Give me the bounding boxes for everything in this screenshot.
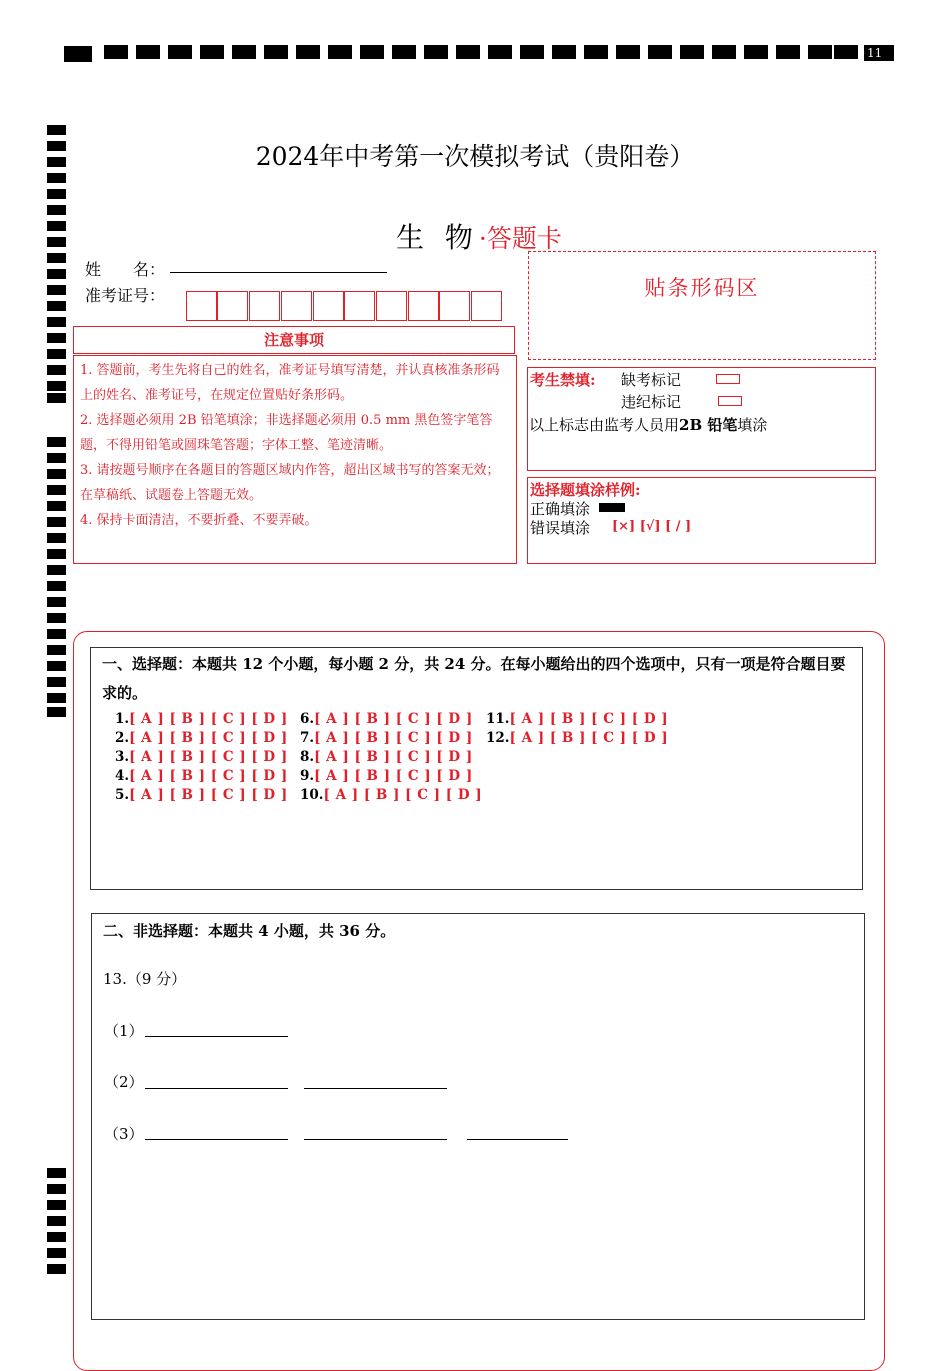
timing-mark <box>47 1200 66 1210</box>
timing-mark <box>47 645 66 655</box>
question-options[interactable]: [ A ] [ B ] [ C ] [ D ] <box>314 711 473 727</box>
question-row[interactable] <box>300 730 473 746</box>
notice-header <box>73 326 515 354</box>
timing-mark <box>488 45 512 59</box>
timing-mark <box>64 46 92 62</box>
id-digit-box[interactable] <box>344 291 375 321</box>
timing-mark <box>200 45 224 59</box>
timing-mark <box>47 1232 66 1242</box>
timing-mark <box>47 269 66 279</box>
timing-mark <box>47 565 66 575</box>
id-digit-box[interactable] <box>313 291 344 321</box>
timing-mark <box>47 1168 66 1178</box>
notice-item: 1. 答题前，考生先将自己的姓名，准考证号填写清楚，并认真核准条形码上的姓名、准考证号，在规定位置贴好条形码。 <box>80 363 500 403</box>
timing-mark <box>47 393 66 403</box>
answer-line[interactable] <box>145 1088 288 1089</box>
question-number: 1. <box>115 711 130 727</box>
timing-mark <box>47 533 66 543</box>
timing-mark <box>47 501 66 511</box>
id-digit-box[interactable] <box>249 291 280 321</box>
question-options[interactable]: [ A ] [ B ] [ C ] [ D ] <box>129 711 288 727</box>
timing-mark <box>47 629 66 639</box>
answer-line[interactable] <box>145 1036 288 1037</box>
timing-mark <box>47 301 66 311</box>
forbidden-label: 考生禁填: <box>530 371 596 389</box>
timing-mark <box>47 1264 66 1274</box>
question-options[interactable]: [ A ] [ B ] [ C ] [ D ] <box>129 749 288 765</box>
question-options[interactable]: [ A ] [ B ] [ C ] [ D ] <box>509 730 669 746</box>
page-number: 11 <box>864 45 894 61</box>
subquestion-2-label: （2） <box>104 1073 144 1091</box>
absent-label: 缺考标记 <box>621 371 682 389</box>
timing-mark <box>520 45 544 59</box>
question-number: 9. <box>300 768 315 784</box>
timing-mark <box>47 677 66 687</box>
forbidden-note-prefix: 以上标志由监考人员用 <box>529 416 680 434</box>
timing-mark <box>47 205 66 215</box>
timing-mark <box>47 317 66 327</box>
id-digit-box[interactable] <box>439 291 470 321</box>
timing-mark <box>47 221 66 231</box>
timing-mark <box>744 45 768 59</box>
answer-line[interactable] <box>304 1088 447 1089</box>
violation-mark-box[interactable] <box>718 396 742 406</box>
question-row[interactable] <box>115 787 288 803</box>
question-number: 3. <box>115 749 130 765</box>
timing-mark <box>47 365 66 375</box>
subquestion-3-label: （3） <box>104 1125 144 1143</box>
question-number: 7. <box>300 730 315 746</box>
timing-mark <box>834 45 858 59</box>
timing-mark <box>47 707 66 717</box>
timing-mark <box>328 45 352 59</box>
timing-mark <box>47 1216 66 1226</box>
question-number: 12. <box>486 730 510 746</box>
timing-mark <box>456 45 480 59</box>
notice-item: 4. 保持卡面清洁，不要折叠、不要弄破。 <box>80 513 318 528</box>
timing-mark <box>47 517 66 527</box>
timing-mark <box>47 613 66 623</box>
timing-mark <box>47 661 66 671</box>
barcode-area <box>528 251 876 360</box>
timing-mark <box>104 45 128 59</box>
notice-item: 3. 请按题号顺序在各题目的答题区域内作答，超出区域书写的答案无效；在草稿纸、试题卷上答题无效。 <box>80 463 500 503</box>
section1-title: 一、选择题：本题共 12 个小题，每小题 2 分，共 24 分。在每小题给出的四个选项中，只有一项是符合题目要求的。 <box>102 655 846 702</box>
question-options[interactable]: [ A ] [ B ] [ C ] [ D ] <box>129 768 288 784</box>
id-digit-box[interactable] <box>376 291 407 321</box>
absent-mark-box[interactable] <box>716 374 740 384</box>
subject-title <box>396 216 562 256</box>
question-options[interactable]: [ A ] [ B ] [ C ] [ D ] <box>314 730 473 746</box>
timing-mark <box>47 693 66 703</box>
question-options[interactable]: [ A ] [ B ] [ C ] [ D ] <box>509 711 669 727</box>
question-options[interactable]: [ A ] [ B ] [ C ] [ D ] <box>323 787 483 803</box>
timing-mark <box>616 45 640 59</box>
exam-title: 2024年中考第一次模拟考试（贵阳卷） <box>255 142 695 171</box>
id-digit-box[interactable] <box>217 291 248 321</box>
timing-mark <box>47 1248 66 1258</box>
question-row[interactable] <box>300 711 473 727</box>
timing-mark <box>47 469 66 479</box>
name-label: 姓 名： <box>85 260 166 279</box>
question-number: 11. <box>486 711 510 727</box>
answer-line[interactable] <box>304 1139 447 1140</box>
timing-mark <box>47 349 66 359</box>
timing-mark <box>648 45 672 59</box>
question-options[interactable]: [ A ] [ B ] [ C ] [ D ] <box>129 730 288 746</box>
timing-mark <box>47 253 66 263</box>
question-row[interactable] <box>115 711 288 727</box>
forbidden-note-suffix: 填涂 <box>737 416 768 434</box>
question-number: 8. <box>300 749 315 765</box>
wrong-fill-label: 错误填涂 <box>530 519 591 537</box>
timing-mark <box>47 189 66 199</box>
answer-line[interactable] <box>467 1139 568 1140</box>
timing-mark <box>264 45 288 59</box>
timing-mark <box>47 485 66 495</box>
section2-box <box>91 913 865 1320</box>
section2-title: 二、非选择题：本题共 4 小题，共 36 分。 <box>103 922 396 940</box>
subject-name: 生 物 <box>396 221 479 254</box>
subquestion-1-label: （1） <box>104 1022 144 1040</box>
question-number: 2. <box>115 730 130 746</box>
timing-mark <box>680 45 704 59</box>
sample-label: 选择题填涂样例: <box>530 481 641 499</box>
timing-mark <box>584 45 608 59</box>
id-digit-box[interactable] <box>186 291 217 321</box>
correct-fill-label: 正确填涂 <box>530 500 591 518</box>
timing-mark <box>47 597 66 607</box>
question-row[interactable] <box>300 787 482 803</box>
name-field[interactable] <box>170 272 387 273</box>
timing-mark <box>296 45 320 59</box>
question-number: 4. <box>115 768 130 784</box>
question-number: 10. <box>300 787 324 803</box>
timing-mark <box>47 437 66 447</box>
question-row[interactable] <box>486 711 668 727</box>
timing-mark <box>392 45 416 59</box>
timing-mark <box>168 45 192 59</box>
id-digit-box[interactable] <box>408 291 439 321</box>
timing-mark <box>47 381 66 391</box>
timing-mark <box>47 453 66 463</box>
notice-title: 注意事项 <box>263 331 324 349</box>
violation-label: 违纪标记 <box>621 393 682 411</box>
question-options[interactable]: [ A ] [ B ] [ C ] [ D ] <box>314 749 473 765</box>
forbidden-note-bold: 2B 铅笔 <box>679 416 738 434</box>
timing-mark <box>47 125 66 135</box>
timing-mark <box>47 1184 66 1194</box>
question-number: 6. <box>300 711 315 727</box>
barcode-label: 贴条形码区 <box>644 276 760 300</box>
timing-mark <box>47 333 66 343</box>
timing-mark <box>47 237 66 247</box>
timing-mark <box>232 45 256 59</box>
timing-mark <box>47 549 66 559</box>
answer-line[interactable] <box>145 1139 288 1140</box>
timing-mark <box>360 45 384 59</box>
correct-fill-sample <box>599 503 625 512</box>
question-row[interactable] <box>300 749 473 765</box>
question-row[interactable] <box>300 768 473 784</box>
question-options[interactable]: [ A ] [ B ] [ C ] [ D ] <box>314 768 473 784</box>
wrong-fill-samples: [×] [√] [ / ] <box>612 519 692 534</box>
subject-suffix: ·答题卡 <box>478 224 562 253</box>
timing-mark <box>808 45 832 59</box>
question-number: 5. <box>115 787 130 803</box>
timing-mark <box>47 173 66 183</box>
timing-mark <box>776 45 800 59</box>
question-row[interactable] <box>115 749 288 765</box>
question-13-label: 13.（9 分） <box>103 970 187 988</box>
id-label: 准考证号： <box>85 286 166 305</box>
question-row[interactable] <box>486 730 668 746</box>
question-options[interactable]: [ A ] [ B ] [ C ] [ D ] <box>129 787 288 803</box>
timing-mark <box>424 45 448 59</box>
id-digit-box[interactable] <box>471 291 502 321</box>
question-row[interactable] <box>115 768 288 784</box>
timing-mark <box>552 45 576 59</box>
timing-mark <box>47 581 66 591</box>
question-row[interactable] <box>115 730 288 746</box>
forbidden-note <box>529 414 767 435</box>
timing-mark <box>47 285 66 295</box>
timing-mark <box>136 45 160 59</box>
timing-mark <box>712 45 736 59</box>
id-digit-box[interactable] <box>281 291 312 321</box>
notice-item: 2. 选择题必须用 2B 铅笔填涂；非选择题必须用 0.5 mm 黑色签字笔答题，不得用铅笔或圆珠笔答题；字体工整、笔迹清晰。 <box>80 413 493 453</box>
